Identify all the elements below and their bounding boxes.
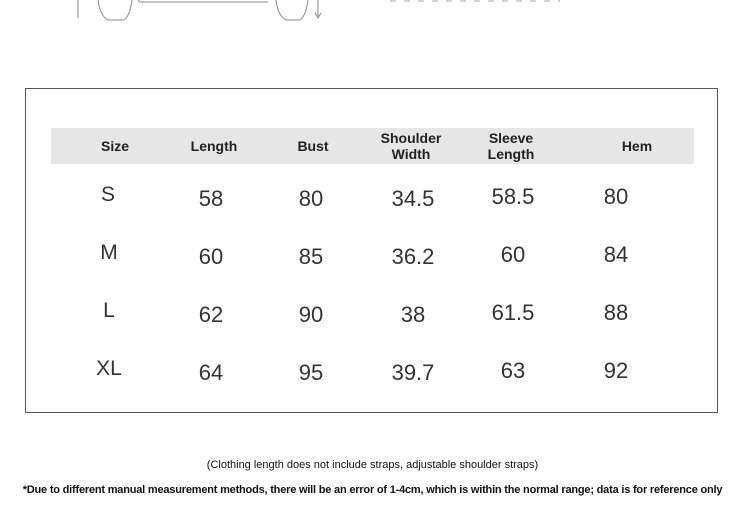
size-chart-table: [25, 88, 718, 413]
table-header: [51, 128, 694, 164]
length-cell: 64: [198, 360, 224, 385]
shoulder-width-cell: 36.2: [391, 244, 435, 269]
table-row: [26, 237, 717, 277]
header-size: Size: [100, 138, 129, 154]
length-cell: 60: [198, 244, 224, 269]
hem-cell: 84: [603, 242, 629, 267]
bust-cell: 80: [298, 186, 324, 211]
shoulder-width-cell: 34.5: [391, 186, 435, 211]
header-hem: Hem: [621, 138, 653, 154]
size-cell: S: [100, 183, 115, 206]
sleeve-length-cell: 60: [500, 242, 526, 267]
shoulder-width-cell: 39.7: [391, 360, 435, 385]
header-sleeve-length: Sleeve Length: [487, 130, 535, 162]
garment-diagram-fragment: [0, 0, 745, 30]
shoulder-width-cell: 38: [400, 302, 426, 327]
sleeve-length-cell: 63: [500, 358, 526, 383]
length-cell: 58: [198, 186, 224, 211]
table-row: [26, 179, 717, 219]
table-row: [26, 295, 717, 335]
straps-note: (Clothing length does not include straps, adjustable shoulder straps): [206, 459, 539, 471]
hem-cell: 80: [603, 184, 629, 209]
header-length: Length: [190, 138, 238, 154]
sleeve-length-cell: 58.5: [491, 184, 535, 209]
size-cell: XL: [96, 357, 122, 380]
hem-cell: 88: [603, 300, 629, 325]
sleeve-length-cell: 61.5: [491, 300, 535, 325]
header-bust: Bust: [297, 138, 329, 154]
hem-cell: 92: [603, 358, 629, 383]
size-cell: M: [100, 241, 118, 264]
header-shoulder-width: Shoulder Width: [380, 130, 442, 162]
table-row: [26, 353, 717, 393]
length-cell: 62: [198, 302, 224, 327]
bust-cell: 85: [298, 244, 324, 269]
size-cell: L: [103, 299, 115, 322]
bust-cell: 95: [298, 360, 324, 385]
bust-cell: 90: [298, 302, 324, 327]
measurement-disclaimer: *Due to different manual measurement methods, there will be an error of 1-4cm, which is within the normal range; data is for reference only: [22, 484, 723, 496]
